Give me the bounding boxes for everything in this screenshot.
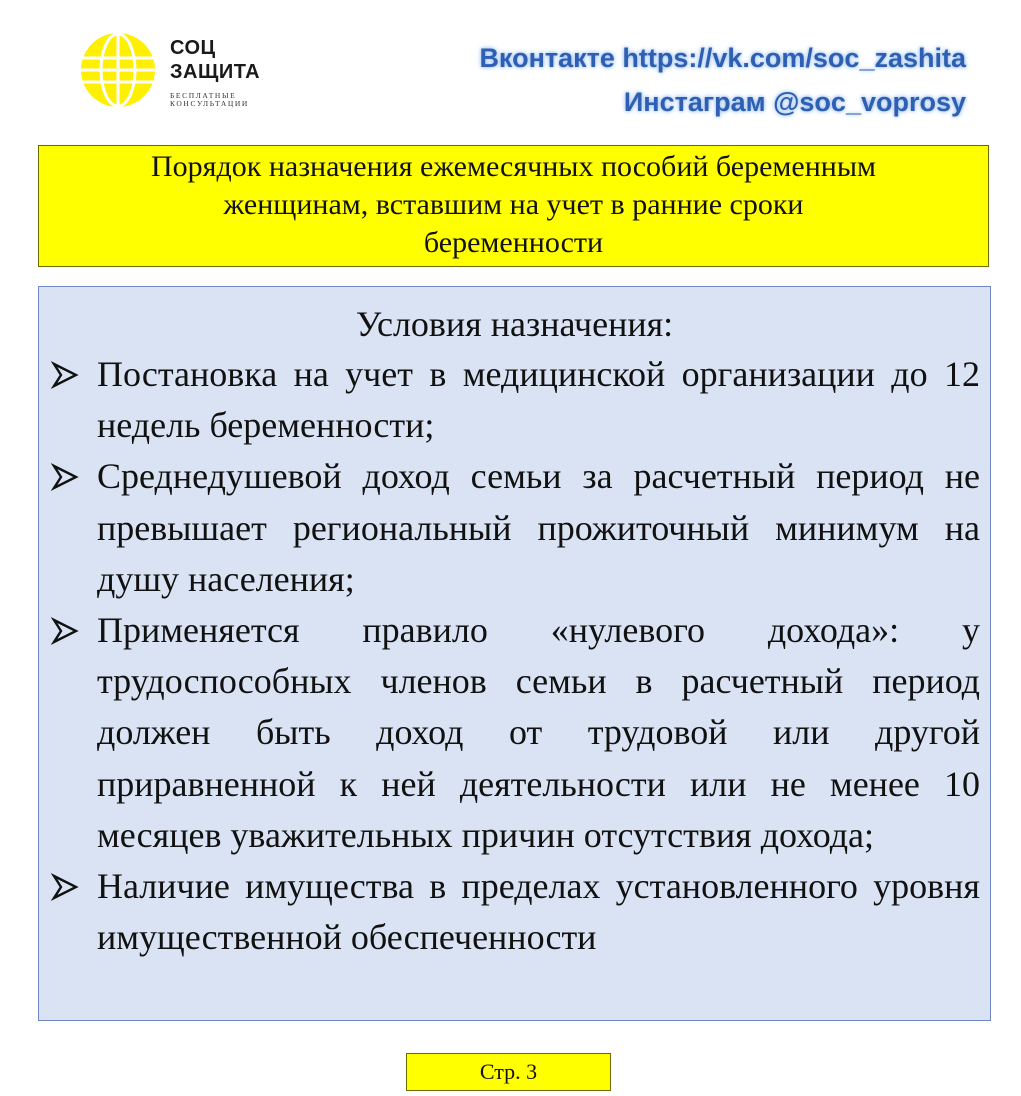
globe-icon	[80, 32, 156, 108]
condition-item	[97, 605, 980, 861]
logo-tagline	[170, 92, 260, 108]
condition-item	[97, 861, 980, 963]
conditions-box	[38, 286, 991, 1021]
title-line-3: беременности	[423, 226, 604, 259]
arrow-bullet-icon	[51, 463, 79, 491]
logo	[80, 32, 280, 112]
condition-text: Постановка на учет в медицинской организации до 12 недель беременности;	[97, 354, 980, 446]
logo-tagline-line2: КОНСУЛЬТАЦИИ	[170, 99, 249, 108]
arrow-bullet-icon	[51, 617, 79, 645]
page-number: Стр. 3	[406, 1053, 611, 1091]
title-box	[38, 145, 989, 267]
condition-text: Наличие имущества в пределах установленного уровня имущественной обеспеченности	[97, 866, 980, 958]
title-line-1: Порядок назначения ежемесячных пособий беременным	[151, 150, 876, 183]
condition-item	[97, 451, 980, 605]
condition-item	[97, 349, 980, 451]
vk-link[interactable]: Вконтакте https://vk.com/soc_zashita	[479, 43, 966, 73]
social-links	[479, 36, 966, 124]
conditions-list	[39, 349, 990, 963]
condition-text: Среднедушевой доход семьи за расчетный период не превышает региональный прожиточный минимум на душу населения;	[97, 456, 980, 599]
arrow-bullet-icon	[51, 361, 79, 389]
arrow-bullet-icon	[51, 873, 79, 901]
title-line-2: женщинам, вставшим на учет в ранние сроки	[223, 188, 804, 221]
logo-text	[170, 36, 260, 108]
logo-tagline-line1: БЕСПЛАТНЫЕ	[170, 91, 237, 100]
condition-text: Применяется правило «нулевого дохода»: у трудоспособных членов семьи в расчетный период должен быть доход от трудовой или другой приравненной к ней деятельности или не менее 10 месяцев уважительных причин отсутствия дохода;	[97, 610, 980, 855]
conditions-heading: Условия назначения:	[355, 304, 674, 344]
instagram-link[interactable]: Инстаграм @soc_voprosy	[623, 87, 966, 117]
logo-name-line1: СОЦ	[170, 37, 216, 59]
logo-name-line2: ЗАЩИТА	[170, 61, 261, 83]
